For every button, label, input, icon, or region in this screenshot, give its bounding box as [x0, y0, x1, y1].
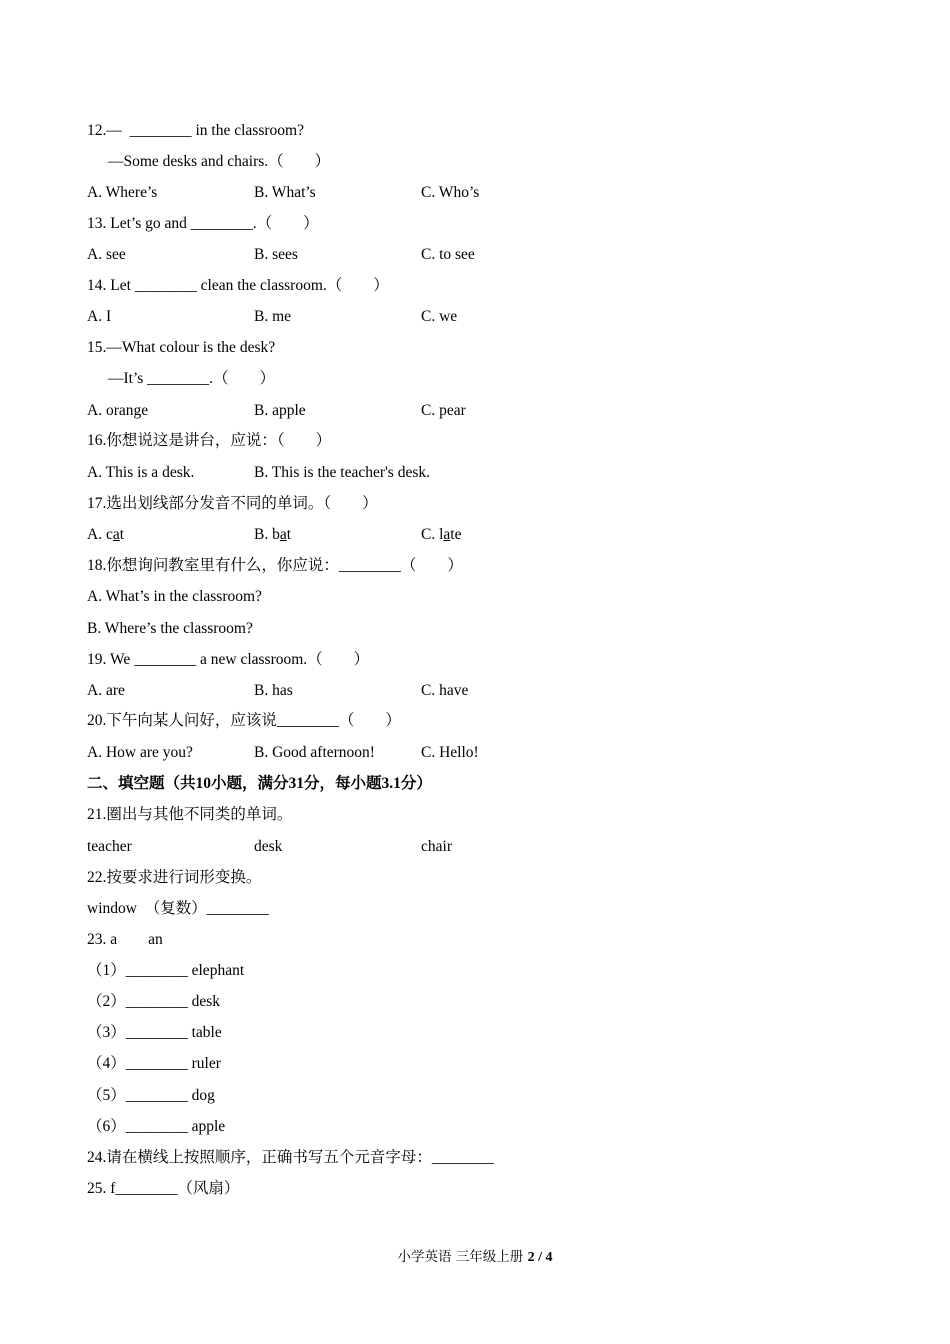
q21-stem: 21.圈出与其他不同类的单词。: [87, 806, 293, 823]
q18-option-a: A. What’s in the classroom?: [87, 588, 262, 605]
page-number: 2 / 4: [527, 1250, 553, 1265]
q12-reply: —Some desks and chairs.（ ）: [108, 153, 331, 170]
q23-item: （2）________ desk: [87, 993, 221, 1010]
q17-b-post: t: [286, 526, 292, 543]
q17-a-pre: A. c: [87, 526, 113, 543]
q23-item: （5）________ dog: [87, 1087, 215, 1104]
q12-option-b: B. What’s: [254, 184, 316, 201]
q21-word-1: teacher: [87, 838, 132, 855]
page-footer: [0, 1245, 950, 1266]
q23-item: （3）________ table: [87, 1024, 222, 1041]
q18-option-b: B. Where’s the classroom?: [87, 620, 253, 637]
q17-a-post: t: [119, 526, 125, 543]
q24-stem: 24.请在横线上按照顺序，正确书写五个元音字母：________: [87, 1149, 494, 1166]
q16-option-b: B. This is the teacher's desk.: [254, 464, 430, 481]
q23-item: （1）________ elephant: [87, 962, 245, 979]
q25-stem: 25. f________（风扇）: [87, 1180, 240, 1197]
q17-option-a: [87, 525, 124, 545]
q19-option-c: C. have: [421, 682, 469, 699]
q15-option-c: C. pear: [421, 402, 466, 419]
q21-word-3: chair: [421, 838, 452, 855]
q16-stem: 16.你想说这是讲台，应说：（ ）: [87, 432, 332, 449]
q19-stem: 19. We ________ a new classroom.（ ）: [87, 651, 370, 668]
q13-option-b: B. sees: [254, 246, 298, 263]
q23-item: （6）________ apple: [87, 1118, 226, 1135]
q17-c-underlined: a: [443, 526, 451, 543]
q12-stem: 12.— ________ in the classroom?: [87, 122, 304, 139]
q15-stem: 15.—What colour is the desk?: [87, 339, 276, 356]
q20-option-b: B. Good afternoon!: [254, 744, 375, 761]
q13-option-a: A. see: [87, 246, 126, 263]
q15-option-a: A. orange: [87, 402, 149, 419]
q13-stem: 13. Let’s go and ________.（ ）: [87, 215, 319, 232]
q14-stem: 14. Let ________ clean the classroom.（ ）: [87, 277, 389, 294]
section-2-heading: 二、填空题（共10小题，满分31分，每小题3.1分）: [87, 775, 432, 792]
q17-option-c: [421, 525, 461, 545]
footer-subject: 小学英语 三年级上册: [397, 1249, 528, 1265]
q17-b-pre: B. b: [254, 526, 280, 543]
q17-a-underlined: a: [112, 526, 120, 543]
q17-b-underlined: a: [279, 526, 287, 543]
q23-item: （4）________ ruler: [87, 1055, 221, 1072]
q13-option-c: C. to see: [421, 246, 475, 263]
q16-option-a: A. This is a desk.: [87, 464, 195, 481]
q17-stem: 17.选出划线部分发音不同的单词。（ ）: [87, 495, 378, 512]
q20-option-c: C. Hello!: [421, 744, 479, 761]
q15-option-b: B. apple: [254, 402, 306, 419]
q14-option-b: B. me: [254, 308, 292, 325]
q18-stem: 18.你想询问教室里有什么，你应说：________（ ）: [87, 557, 463, 574]
q14-option-a: A. I: [87, 308, 112, 325]
q19-option-b: B. has: [254, 682, 293, 699]
q20-stem: 20.下午向某人问好，应该说________（ ）: [87, 712, 401, 729]
q23-stem: 23. a an: [87, 931, 163, 948]
q17-c-post: te: [450, 526, 462, 543]
q22-stem: 22.按要求进行词形变换。: [87, 869, 262, 886]
q17-option-b: [254, 525, 291, 545]
q12-option-c: C. Who’s: [421, 184, 480, 201]
q14-option-c: C. we: [421, 308, 458, 325]
q20-option-a: A. How are you?: [87, 744, 193, 761]
q12-option-a: A. Where’s: [87, 184, 158, 201]
q19-option-a: A. are: [87, 682, 125, 699]
q21-word-2: desk: [254, 838, 283, 855]
q17-c-pre: C. l: [421, 526, 444, 543]
q15-reply: —It’s ________.（ ）: [108, 370, 276, 387]
q22-line: window （复数）________: [87, 900, 269, 917]
